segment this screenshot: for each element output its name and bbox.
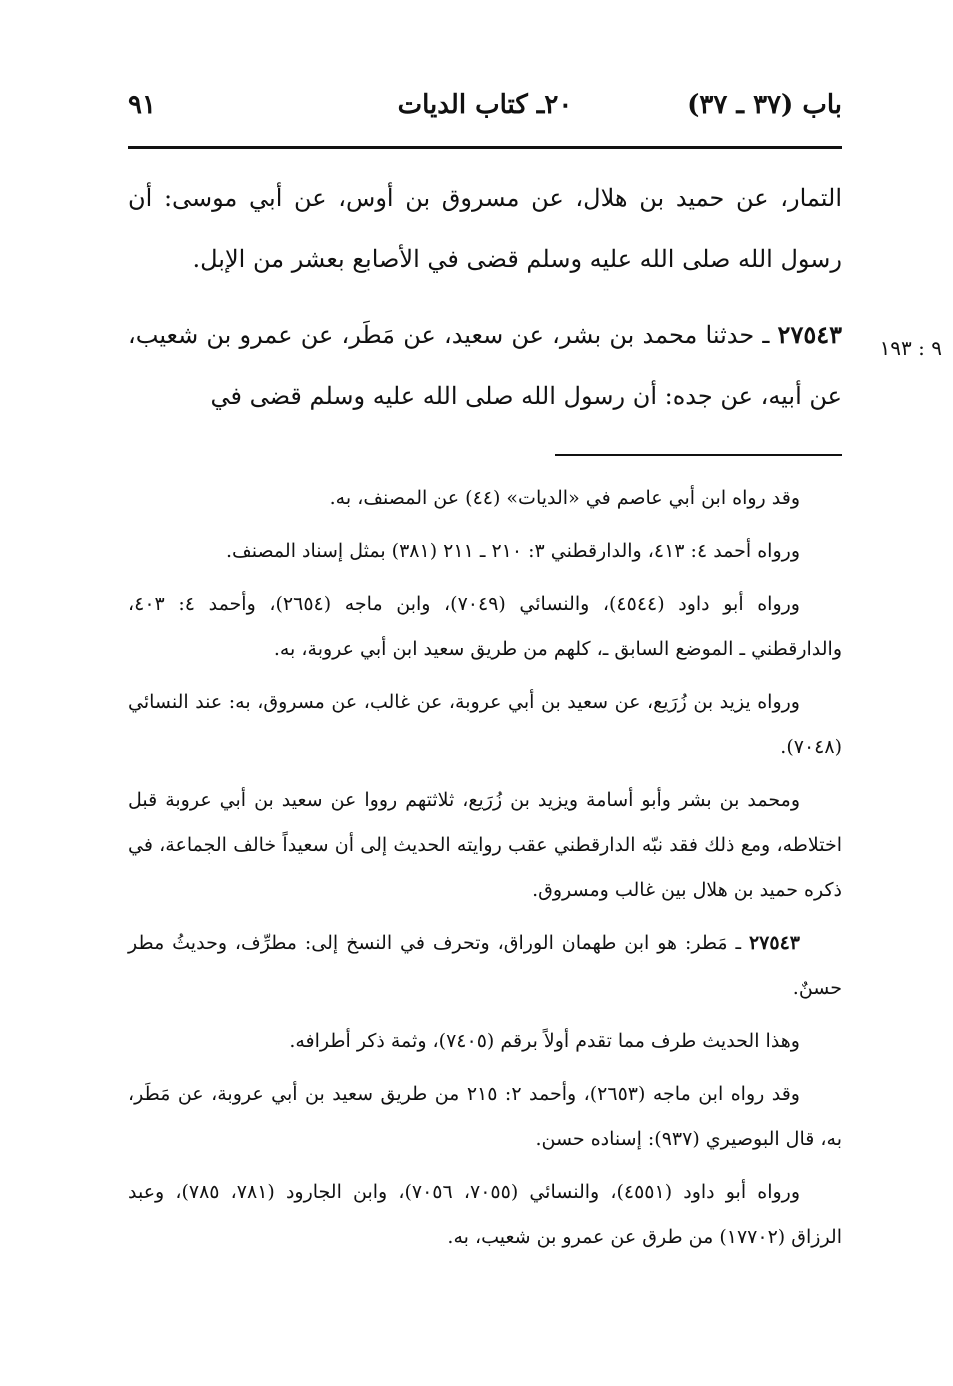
footnote-paragraph: ورواه يزيد بن زُرَيع، عن سعيد بن أبي عروبة، عن غالب، عن مسروق، به: عند النسائي (٧٠٤٨). [128,691,842,758]
footnote-paragraph: ورواه أحمد ٤: ٤١٣، والدارقطني ٣: ٢١٠ ـ ٢١١ (٣٨١) بمثل إسناد المصنف. [226,540,800,562]
footnote-paragraph: ورواه أبو داود (٤٥٥١)، والنسائي (٧٠٥٥، ٧٠٥٦)، وابن الجارود (٧٨١، ٧٨٥)، وعبد الرزاق (١٧٧٠٢) من طرق عن عمرو بن شعيب، به. [128,1181,842,1248]
footnote-paragraph: وقد رواه ابن ماجه (٢٦٥٣)، وأحمد ٢: ٢١٥ من طريق سعيد بن أبي عروبة، عن مَطَر، به، قال البوصيري (٩٣٧): إسناده حسن. [128,1083,842,1150]
footnote-hadith-number: ٢٧٥٤٣ [748,932,800,954]
hadith-number: ٢٧٥٤٣ [777,320,842,349]
footnote-separator [555,454,842,456]
page-number: ٩١ [128,90,156,120]
footnote-paragraph: وهذا الحديث طرف مما تقدم أولاً برقم (٧٤٠٥)، وثمة ذكر أطرافه. [289,1030,800,1052]
main-text [128,168,842,427]
book-title: ٢٠ـ كتاب الديات [397,90,573,120]
hadith-text: ـ حدثنا محمد بن بشر، عن سعيد، عن مَطَر، عن عمرو بن شعيب، عن أبيه، عن جده: أن رسول الله صلى الله عليه وسلم قضى في [128,321,842,410]
footnote-paragraph: ومحمد بن بشر وأبو أسامة ويزيد بن زُرَيع، ثلاثتهم رووا عن سعيد بن أبي عروبة قبل اختلاطه، ومع ذلك فقد نبّه الدارقطني عقب روايته الحديث إلى أن سعيداً خالف الجماعة، في ذكره حميد بن هلال بين غالب ومسروق. [128,789,842,901]
footnote-paragraph [128,921,842,1011]
hadith-27543 [128,304,842,427]
footnote-text: ـ مَطر: هو ابن طهمان الوراق، وتحرف في النسخ إلى: مطرِّف، وحديثُ مطر حسنٌ. [128,932,842,999]
chapter-heading: باب (٣٧ ـ ٣٧) [687,90,842,120]
footnote-paragraph: وقد رواه ابن أبي عاصم في «الديات» (٤٤) عن المصنف، به. [329,487,800,509]
hadith-text-continuation: التمار، عن حميد بن هلال، عن مسروق بن أوس، عن أبي موسى: أن رسول الله صلى الله عليه وسلم قضى في الأصابع بعشر من الإبل. [128,184,842,273]
header-rule [128,146,842,149]
margin-reference: ٩ : ١٩٣ [879,336,942,360]
footnotes [128,476,842,1268]
page-header [128,86,842,130]
footnote-paragraph: ورواه أبو داود (٤٥٤٤)، والنسائي (٧٠٤٩)، وابن ماجه (٢٦٥٤)، وأحمد ٤: ٤٠٣، والدارقطني ـ الموضع السابق ـ، كلهم من طريق سعيد ابن أبي عروبة، به. [128,593,842,660]
